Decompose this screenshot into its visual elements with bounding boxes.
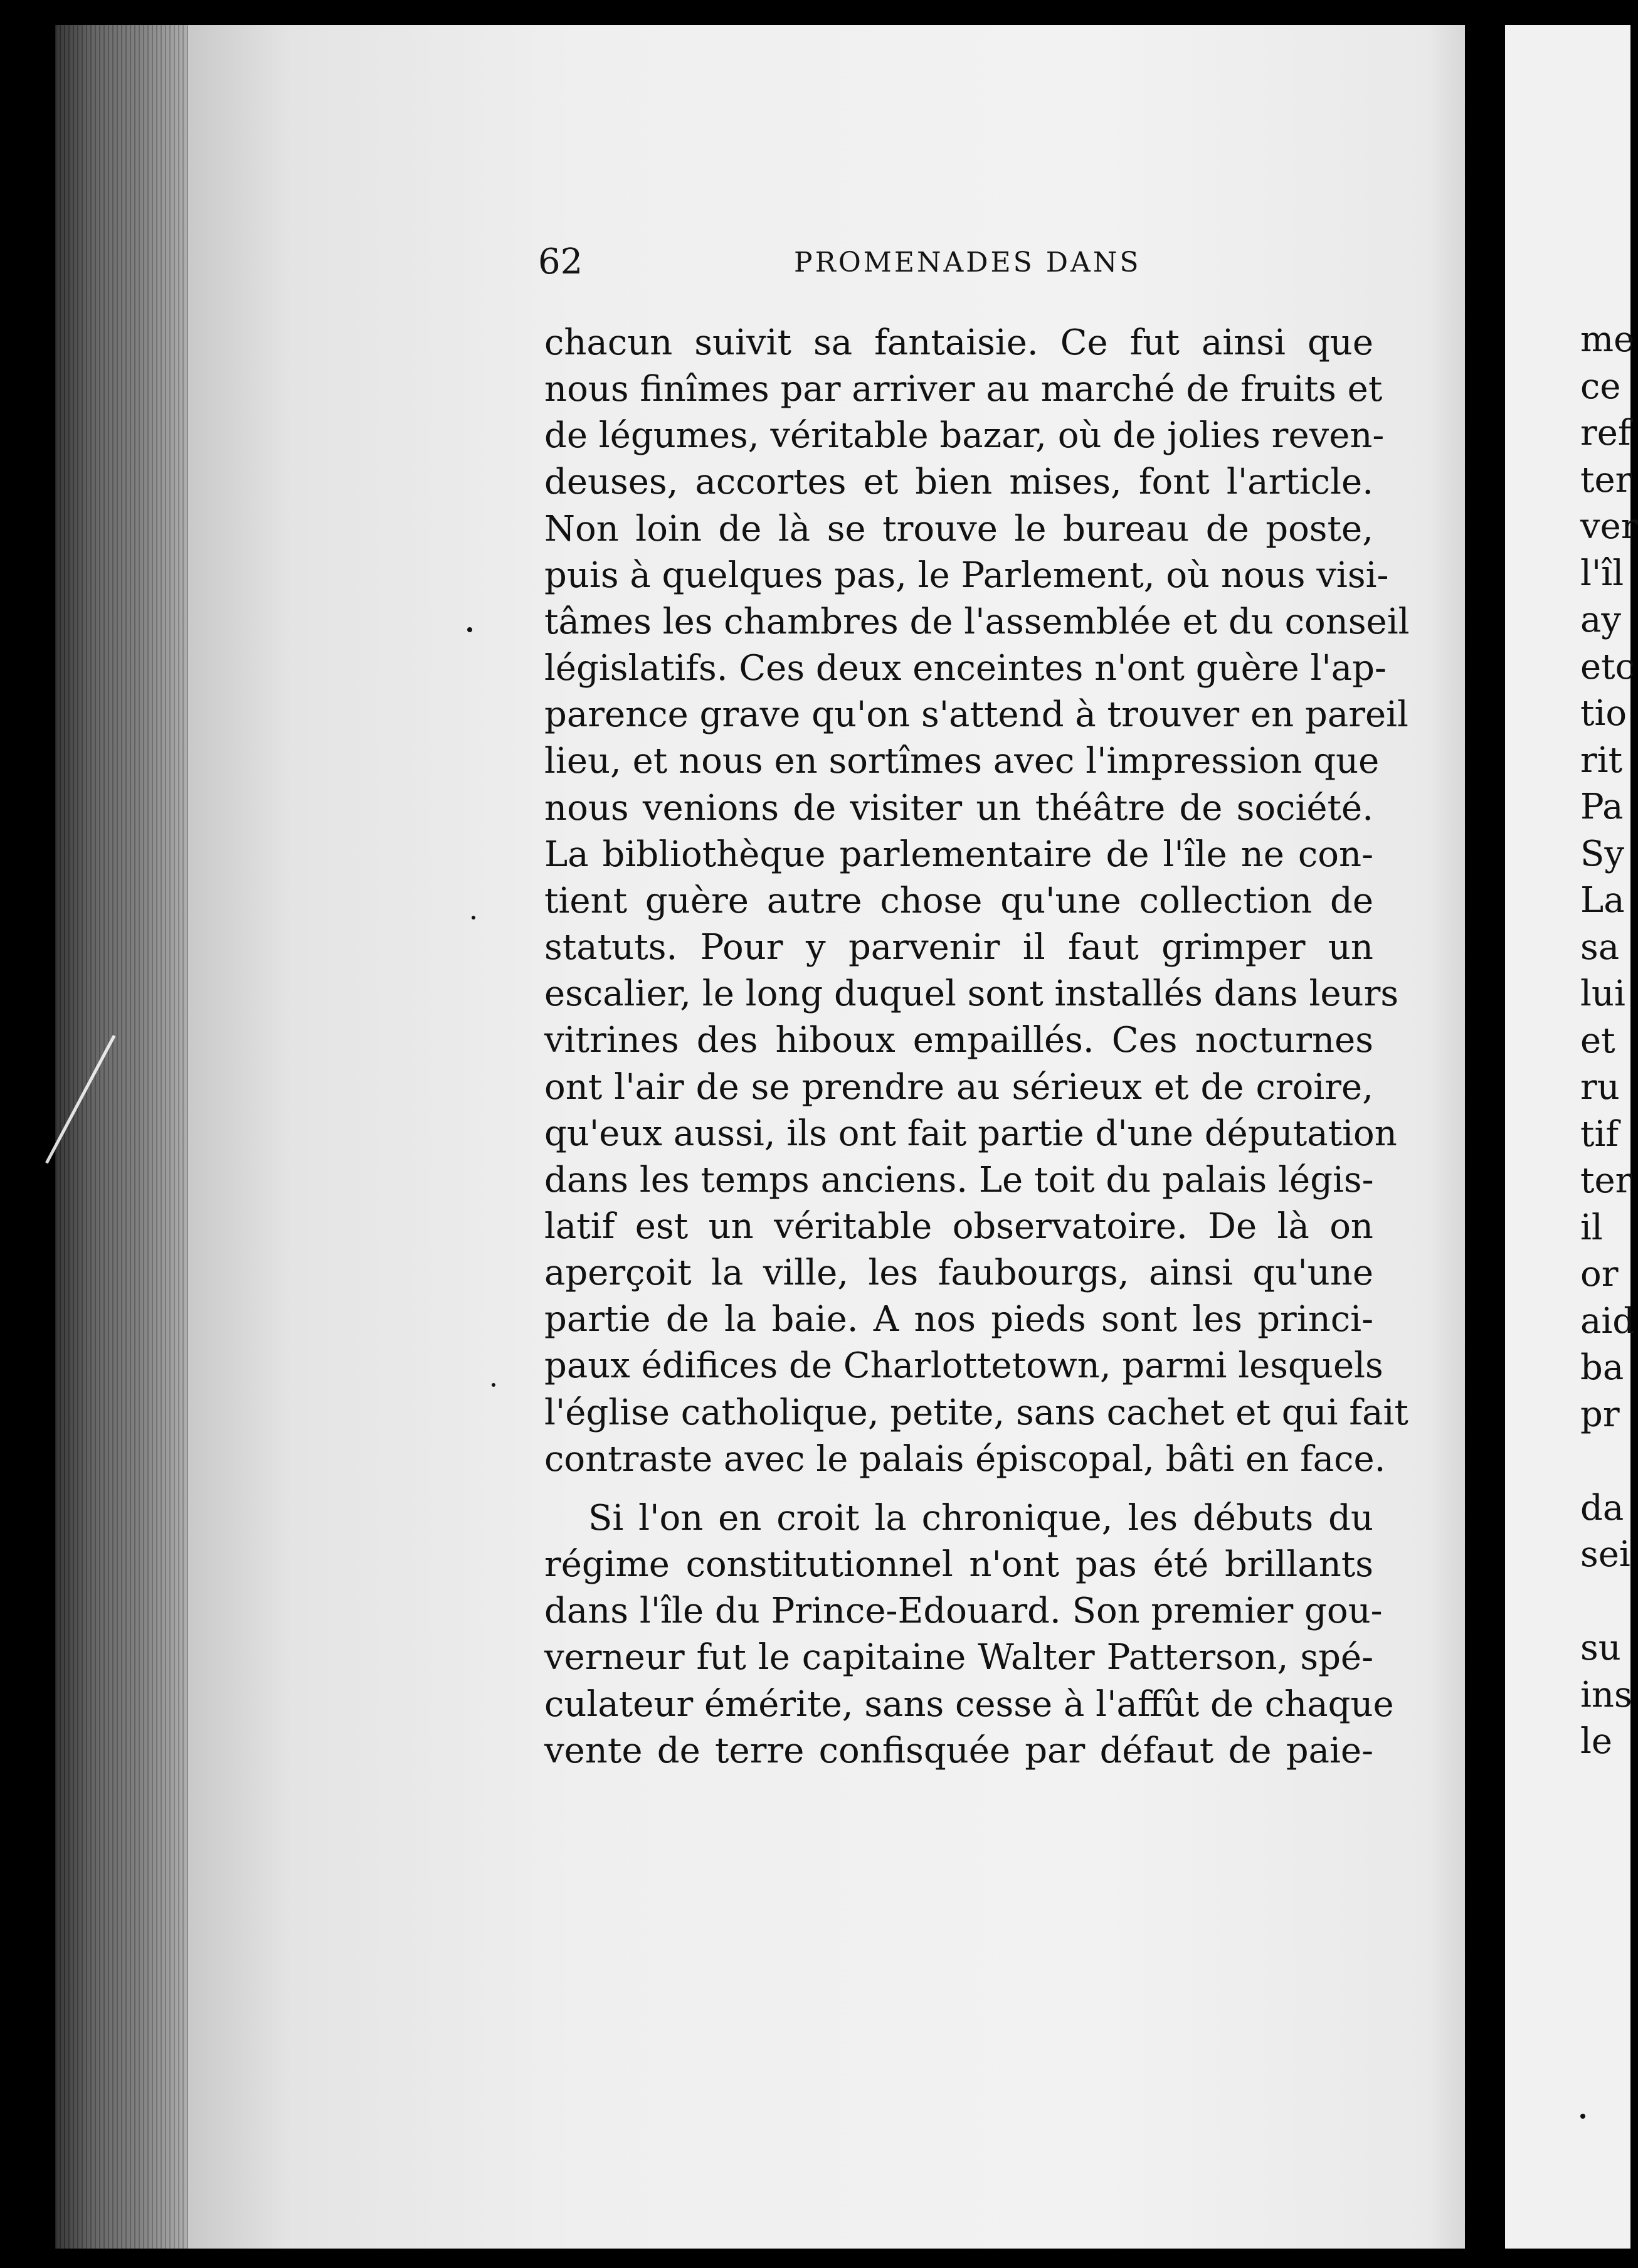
text-line: nous finîmes par arriver au marché de fruits et — [544, 369, 1383, 410]
speck-mark — [492, 1383, 495, 1387]
fragment-line: tio — [1580, 693, 1627, 734]
fragment-line: or — [1580, 1254, 1619, 1295]
text-line: La bibliothèque parlementaire de l'île ne con- — [544, 834, 1373, 875]
fragment-line: ru — [1580, 1067, 1620, 1108]
facing-page-fragments — [1580, 317, 1638, 1766]
page-header — [538, 241, 1378, 298]
fragment-line: Pa — [1580, 787, 1624, 827]
text-line: verneur fut le capitaine Walter Patterson, spé- — [544, 1637, 1373, 1678]
page-number: 62 — [538, 241, 583, 282]
speck-mark — [472, 916, 475, 919]
text-line: latif est un véritable observatoire. De là on — [544, 1206, 1373, 1247]
text-line: régime constitutionnel n'ont pas été brillants — [544, 1544, 1373, 1586]
fragment-line: ins — [1580, 1674, 1632, 1715]
text-line: de légumes, véritable bazar, où de jolies reven- — [544, 415, 1385, 457]
fragment-line: tif — [1580, 1113, 1619, 1155]
speck-mark — [467, 627, 472, 632]
text-line: contraste avec le palais épiscopal, bâti en face. — [544, 1438, 1386, 1480]
fragment-line: me — [1580, 319, 1635, 360]
text-line: nous venions de visiter un théâtre de société. — [544, 787, 1373, 829]
fragment-line: l'îl — [1580, 553, 1624, 594]
fragment-line: sa — [1580, 926, 1620, 968]
fragment-line: ay — [1580, 600, 1622, 640]
fragment-line: aid — [1580, 1300, 1635, 1342]
fragment-line: La — [1580, 880, 1625, 921]
text-line: parence grave qu'on s'attend à trouver en pareil — [544, 694, 1408, 736]
paragraph-2 — [544, 1495, 1394, 1774]
running-head: PROMENADES DANS — [794, 246, 1141, 278]
fragment-line: rit — [1580, 739, 1623, 781]
fragment-line: Sy — [1580, 833, 1624, 874]
text-line: puis à quelques pas, le Parlement, où nous visi- — [544, 554, 1389, 596]
book-gutter — [1465, 0, 1505, 2268]
text-line: vitrines des hiboux empaillés. Ces nocturnes — [544, 1020, 1373, 1061]
text-line: deuses, accortes et bien mises, font l'article. — [544, 462, 1373, 503]
text-line: vente de terre confisquée par défaut de paie- — [544, 1730, 1373, 1771]
fragment-line — [1580, 1579, 1638, 1626]
fragment-line: ter — [1580, 1160, 1632, 1201]
paragraph-gap — [544, 1483, 1373, 1495]
text-line: dans les temps anciens. Le toit du palais légis- — [544, 1159, 1374, 1200]
text-line: escalier, le long duquel sont installés dans leurs — [544, 973, 1399, 1015]
speck-mark — [1580, 2114, 1585, 2119]
text-line: dans l'île du Prince-Edouard. Son premier gou- — [544, 1591, 1383, 1632]
fragment-line: ce — [1580, 366, 1621, 407]
body-text — [544, 320, 1410, 1774]
page-edge-stack — [55, 25, 206, 2249]
fragment-line: pr — [1580, 1394, 1620, 1435]
text-line: législatifs. Ces deux enceintes n'ont guère l'ap- — [544, 648, 1387, 689]
fragment-line: su — [1580, 1628, 1621, 1668]
text-line: l'église catholique, petite, sans cachet et qui fait — [544, 1392, 1408, 1433]
text-line: Si l'on en croit la chronique, les débuts du — [588, 1497, 1373, 1539]
text-line: statuts. Pour y parvenir il faut grimper un — [544, 927, 1373, 968]
fragment-line: le — [1580, 1721, 1613, 1762]
text-line: lieu, et nous en sortîmes avec l'impression que — [544, 741, 1380, 782]
text-line: chacun suivit sa fantaisie. Ce fut ainsi que — [544, 322, 1373, 363]
fragment-line: etc — [1580, 646, 1635, 687]
fragment-line: sei — [1580, 1534, 1630, 1575]
fragment-line: ref — [1580, 413, 1631, 453]
text-line: ont l'air de se prendre au sérieux et de croire, — [544, 1066, 1373, 1108]
text-line: Non loin de là se trouve le bureau de poste, — [544, 508, 1373, 549]
text-line: tient guère autre chose qu'une collection de — [544, 880, 1373, 921]
text-line: culateur émérite, sans cesse à l'affût de chaque — [544, 1683, 1394, 1725]
paragraph-1 — [544, 320, 1410, 1483]
fragment-line: ver — [1580, 506, 1638, 547]
text-line: qu'eux aussi, ils ont fait partie d'une députation — [544, 1113, 1397, 1154]
text-line: paux édifices de Charlottetown, parmi lesquels — [544, 1345, 1383, 1387]
text-line: aperçoit la ville, les faubourgs, ainsi qu'une — [544, 1253, 1373, 1294]
text-line: partie de la baie. A nos pieds sont les princi- — [544, 1299, 1373, 1340]
fragment-line: ba — [1580, 1347, 1624, 1388]
fragment-line: lui — [1580, 973, 1625, 1014]
fragment-line: et — [1580, 1020, 1615, 1061]
fragment-line: il — [1580, 1207, 1603, 1248]
fragment-line: da — [1580, 1487, 1624, 1529]
fragment-line — [1580, 1438, 1638, 1485]
fragment-line: ter — [1580, 459, 1632, 501]
text-line: tâmes les chambres de l'assemblée et du conseil — [544, 601, 1410, 642]
